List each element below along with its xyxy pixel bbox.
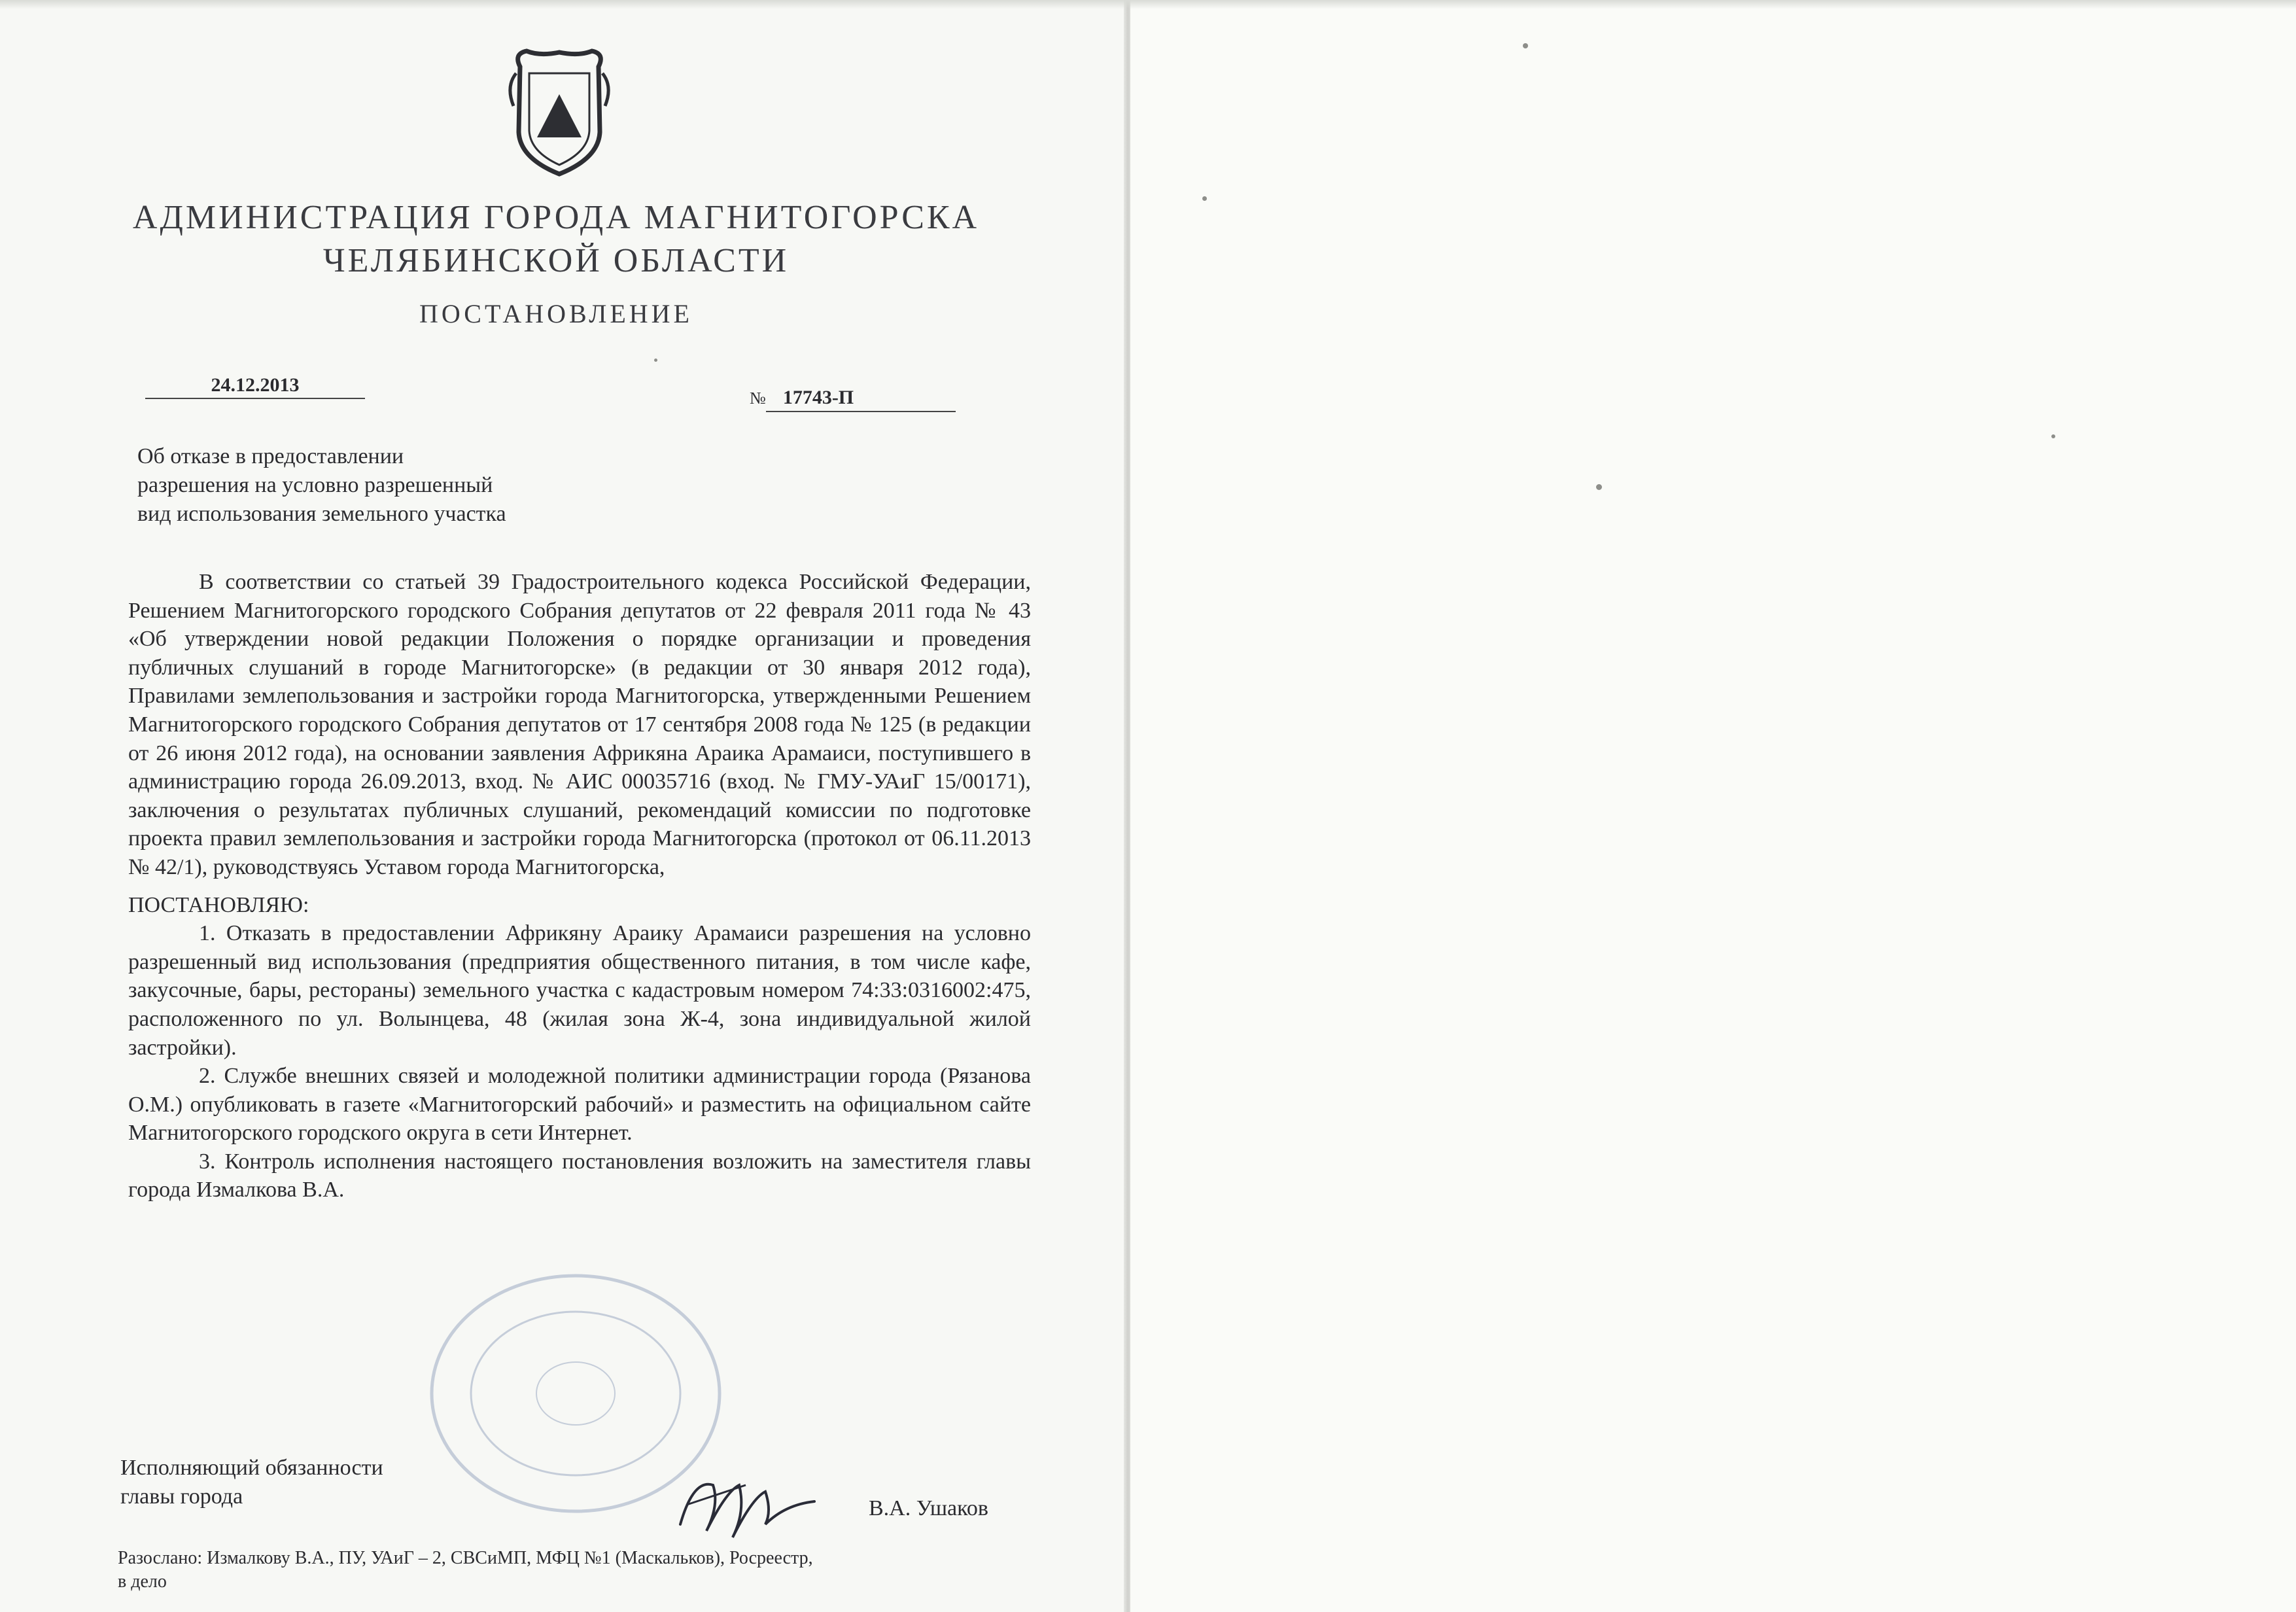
scan-speck xyxy=(2051,434,2055,438)
distribution-list xyxy=(118,1547,1034,1594)
subject-line3: вид использования земельного участка xyxy=(137,502,506,526)
document-number: 17743-П xyxy=(766,385,956,412)
number-prefix: № xyxy=(750,389,766,408)
signatory-position xyxy=(120,1454,383,1511)
preamble-paragraph: В соответствии со статьей 39 Градостроительного кодекса Российской Федерации, Решением Магнитогорского городского Собрания депутатов от 22 февраля 2011 года № 43 «Об утверждении новой редакции Положения о порядке организации и проведения публичных слушаний в городе Магнитогорске» (в редакции от 30 января 2012 года), Правилами землепользования и застройки города Магнитогорска, утвержденными Решением Магнитогорского городского Собрания депутатов от 17 сентября 2008 года № 125 (в редакции от 26 июня 2012 года), на основании заявления Африкяна Араика Арамаиси, поступившего в администрацию города 26.09.2013, вход. № АИС 00035716 (вход. № ГМУ-УАиГ 15/00171), заключения о результатах публичных слушаний, рекомендаций комиссии по подготовке проекта правил землепользования и застройки города Магнитогорска (протокол от 06.11.2013 № 42/1), руководствуясь Уставом города Магнитогорска, xyxy=(128,570,1031,879)
distribution-line2: в дело xyxy=(118,1571,167,1592)
organization-title-line1: АДМИНИСТРАЦИЯ ГОРОДА МАГНИТОГОРСКА xyxy=(132,199,980,236)
scan-speck xyxy=(1596,484,1602,490)
decree-item-2: 2. Службе внешних связей и молодежной политики администрации города (Рязанова О.М.) опубликовать в газете «Магнитогорский рабочий» и разместить на официальном сайте Магнитогорского городского округа в сети Интернет. xyxy=(128,1064,1031,1146)
blank-page xyxy=(1130,0,2296,1612)
document-body xyxy=(128,568,1031,1204)
scan-edge-shadow xyxy=(0,0,2296,9)
scan-speck xyxy=(1202,196,1207,201)
document-number-field xyxy=(750,385,956,412)
document-type: ПОСТАНОВЛЕНИЕ xyxy=(419,299,693,328)
document-date: 24.12.2013 xyxy=(145,373,365,399)
handwritten-signature xyxy=(667,1465,818,1544)
distribution-line1: Разослано: Измалкову В.А., ПУ, УАиГ – 2, СВСиМП, МФЦ №1 (Маскальков), Росреестр, xyxy=(118,1548,813,1568)
scan-speck xyxy=(1523,43,1528,48)
signatory-position-line1: Исполняющий обязанности xyxy=(120,1456,383,1480)
scan-speck xyxy=(654,359,657,362)
organization-title-line2: ЧЕЛЯБИНСКОЙ ОБЛАСТИ xyxy=(322,242,790,279)
signatory-position-line2: главы города xyxy=(120,1484,243,1509)
decree-item-1: 1. Отказать в предоставлении Африкяну Араику Арамаиси разрешения на условно разрешенный вид использования (предприятия общественного питания, в том числе кафе, закусочные, бары, рестораны) земельного участка с кадастровым номером 74:33:0316002:475, расположенного по ул. Волынцева, 48 (жилая зона Ж-4, зона индивидуальной жилой застройки). xyxy=(128,921,1031,1060)
document-subject xyxy=(137,442,506,529)
decree-item-3: 3. Контроль исполнения настоящего постановления возложить на заместителя главы города Измалкова В.А. xyxy=(128,1149,1031,1202)
organization-title xyxy=(118,196,994,283)
subject-line2: разрешения на условно разрешенный xyxy=(137,473,493,497)
signatory-name: В.А. Ушаков xyxy=(869,1496,988,1520)
decree-heading: ПОСТАНОВЛЯЮ: xyxy=(128,892,309,917)
city-crest-icon xyxy=(500,47,618,178)
subject-line1: Об отказе в предоставлении xyxy=(137,444,404,468)
